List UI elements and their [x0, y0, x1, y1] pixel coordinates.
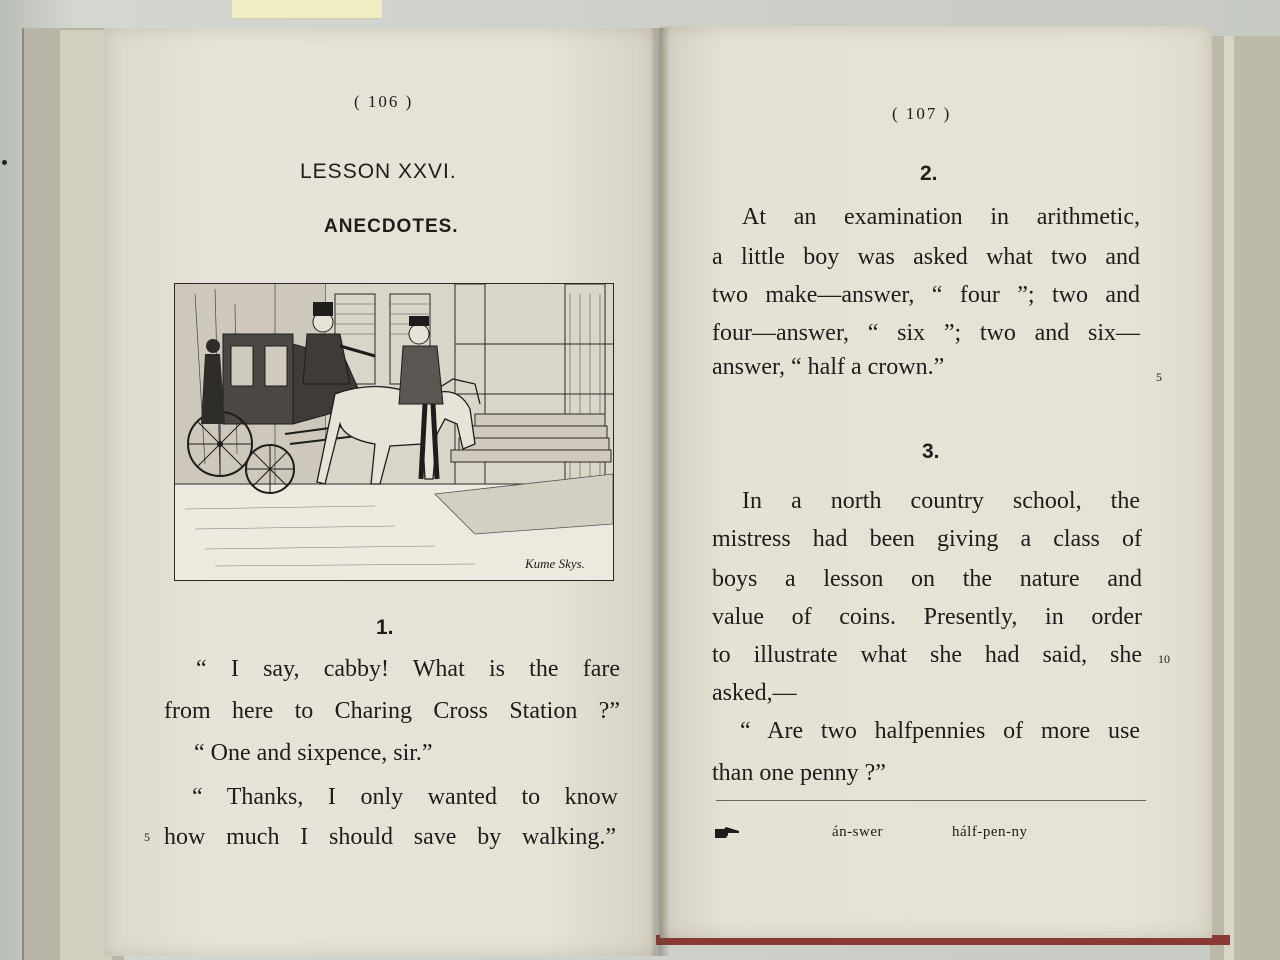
line-margin-number: 10 [1158, 652, 1170, 666]
text-line: “ Are two halfpennies of more use [740, 718, 1140, 744]
page-number: ( 107 ) [892, 104, 952, 123]
divider [716, 800, 1146, 801]
text-line: boys a lesson on the nature and [712, 566, 1142, 592]
pointing-hand-icon [714, 826, 740, 840]
text-line: In a north country school, the [742, 488, 1140, 514]
line-margin-number: 5 [1156, 370, 1162, 384]
text-line: “ I say, cabby! What is the fare [196, 656, 620, 682]
glossary-word: hálf-pen-ny [952, 824, 1028, 840]
text-line: than one penny ?” [712, 760, 886, 786]
text-line: “ One and sixpence, sir.” [194, 740, 433, 766]
glossary-word: án-swer [832, 824, 883, 840]
illustration-signature: Kume Skys. [525, 556, 585, 571]
section-number-2: 2. [920, 162, 938, 185]
text-line: from here to Charing Cross Station ?” [164, 698, 620, 724]
horse-cab-illustration [174, 283, 614, 581]
text-line: mistress had been giving a class of [712, 526, 1142, 552]
text-line: At an examination in arithmetic, [742, 204, 1140, 230]
book-gutter [650, 28, 670, 956]
line-margin-number: 5 [144, 830, 150, 844]
section-number-1: 1. [376, 616, 394, 639]
book-cover-right [1210, 36, 1280, 960]
left-page [104, 28, 656, 956]
text-line: a little boy was asked what two and [712, 244, 1140, 270]
text-line: how much I should save by walking.” [164, 824, 616, 850]
sticky-note [232, 0, 382, 19]
text-line: two make—answer, “ four ”; two and [712, 282, 1140, 308]
text-line: asked,— [712, 680, 797, 706]
lesson-title: LESSON XXVI. [300, 160, 457, 183]
illustration-drawing [175, 284, 613, 580]
right-page [660, 26, 1212, 938]
page-edges-right [1224, 36, 1234, 960]
text-line: “ Thanks, I only wanted to know [192, 784, 618, 810]
lesson-subtitle: ANECDOTES. [324, 216, 459, 237]
section-number-3: 3. [922, 440, 940, 463]
text-line: value of coins. Presently, in order [712, 604, 1142, 630]
text-line: to illustrate what she had said, she [712, 642, 1142, 668]
text-line: four—answer, “ six ”; two and six— [712, 320, 1140, 346]
text-line: answer, “ half a crown.” [712, 354, 945, 380]
background-mark [2, 160, 7, 165]
page-number: ( 106 ) [354, 92, 414, 111]
